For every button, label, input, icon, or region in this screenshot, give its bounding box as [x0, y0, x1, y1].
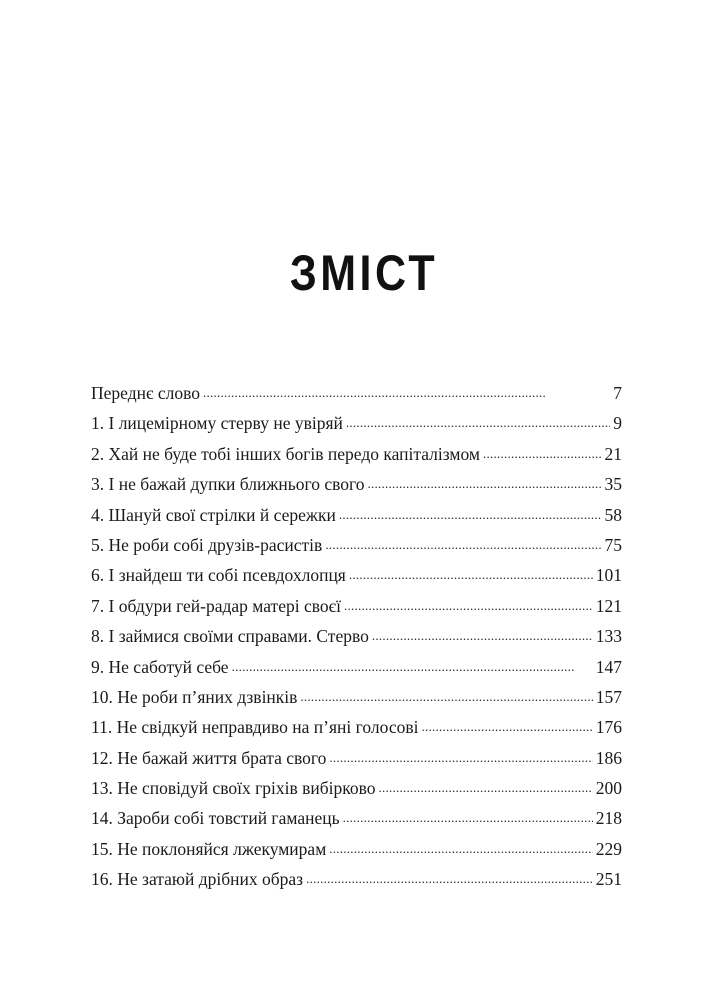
toc-entry-title: 3. І не бажай дупки ближнього свого: [91, 474, 365, 495]
toc-entry-title: 1. І лицемірному стерву не увіряй: [91, 413, 343, 434]
toc-entry: [91, 803, 622, 833]
toc-entry-title: 9. Не саботуй себе: [91, 656, 229, 677]
page-title: ЗМІСТ: [289, 245, 439, 301]
dot-leader: [421, 721, 592, 733]
dot-leader: [346, 417, 610, 429]
toc-entry-page: 218: [595, 808, 622, 829]
toc-entry-title: 4. Шануй свої стрілки й сережки: [91, 504, 336, 525]
toc-entry-title: 12. Не бажай життя брата свого: [91, 747, 327, 768]
toc-entry-title: 5. Не роби собі друзів-расистів: [91, 534, 323, 555]
toc-entry: [91, 652, 622, 682]
toc-entry-page: 176: [595, 717, 622, 738]
toc-entry-page: 121: [595, 595, 622, 616]
dot-leader: [379, 782, 593, 794]
toc-entry-page: 200: [595, 778, 622, 799]
toc-entry: [91, 439, 622, 469]
toc-entry-page: 35: [604, 474, 622, 495]
toc-entry-page: 147: [595, 656, 622, 677]
toc-entry: [91, 621, 622, 651]
table-of-contents: [91, 378, 622, 895]
toc-entry: [91, 773, 622, 803]
toc-entry-title: 16. Не затаюй дрібних образ: [91, 869, 304, 890]
dot-leader: [329, 752, 592, 764]
toc-entry-page: 58: [604, 504, 622, 525]
toc-entry-title: 6. І знайдеш ти собі псевдохлопця: [91, 565, 346, 586]
toc-entry: [91, 591, 622, 621]
dot-leader: [300, 691, 592, 703]
toc-entry: [91, 500, 622, 530]
toc-entry-title: 8. І займися своїми справами. Стерво: [91, 626, 369, 647]
toc-entry-title: 14. Зароби собі товстий гаманець: [91, 808, 340, 829]
dot-leader: [368, 478, 602, 490]
toc-entry: [91, 378, 622, 408]
toc-entry-title: 11. Не свідкуй неправдиво на п’яні голосові: [91, 717, 419, 738]
toc-entry-page: 21: [604, 443, 622, 464]
dot-leader: [203, 387, 610, 399]
toc-entry-page: 186: [595, 747, 622, 768]
toc-entry-page: 157: [595, 686, 622, 707]
toc-entry-title: 10. Не роби п’яних дзвінків: [91, 686, 298, 707]
dot-leader: [372, 630, 593, 642]
toc-entry: [91, 560, 622, 590]
toc-entry-title: Переднє слово: [91, 383, 200, 403]
dot-leader: [232, 661, 593, 673]
toc-entry-page: 133: [595, 626, 622, 647]
dot-leader: [349, 569, 593, 581]
toc-entry-page: 7: [613, 383, 622, 403]
toc-entry: [91, 408, 622, 438]
toc-entry: [91, 469, 622, 499]
dot-leader: [343, 812, 593, 824]
toc-entry-page: 229: [595, 838, 622, 859]
toc-entry-page: 75: [604, 534, 622, 555]
toc-entry: [91, 712, 622, 742]
dot-leader: [325, 539, 601, 551]
dot-leader: [306, 873, 593, 885]
toc-entry-page: 9: [613, 413, 622, 434]
dot-leader: [344, 600, 593, 612]
toc-entry-page: 101: [595, 565, 622, 586]
toc-entry: [91, 834, 622, 864]
toc-entry-page: 251: [595, 869, 622, 890]
toc-entry: [91, 864, 622, 894]
toc-entry-title: 2. Хай не буде тобі інших богів передо капіталізмом: [91, 443, 480, 464]
dot-leader: [339, 509, 602, 521]
toc-entry-title: 13. Не сповідуй своїх гріхів вибірково: [91, 778, 376, 799]
toc-entry-title: 15. Не поклоняйся лжекумирам: [91, 838, 327, 859]
dot-leader: [483, 448, 602, 460]
toc-entry: [91, 530, 622, 560]
toc-entry: [91, 743, 622, 773]
toc-entry: [91, 682, 622, 712]
dot-leader: [329, 843, 592, 855]
toc-entry-title: 7. І обдури гей-радар матері своєї: [91, 595, 341, 616]
